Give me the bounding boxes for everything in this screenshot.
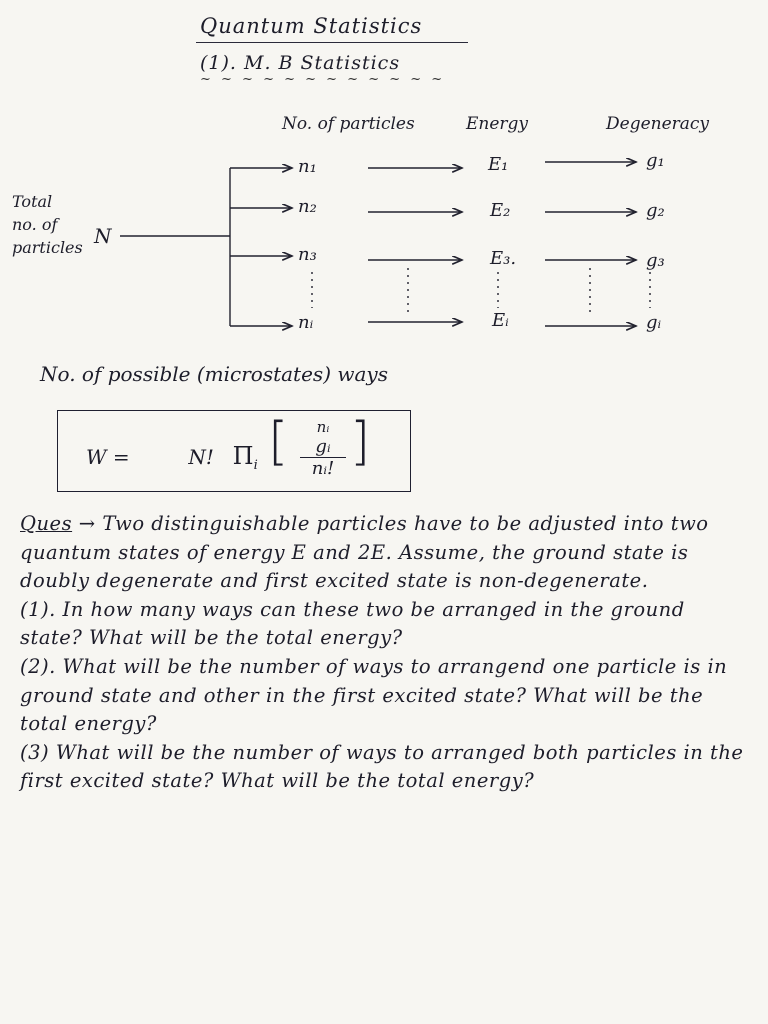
- energy-Ei: Eᵢ: [492, 310, 509, 331]
- total-label-line3: particles: [12, 238, 83, 257]
- formula-lhs: W =: [86, 445, 130, 469]
- energy-E1: E₁: [488, 154, 509, 175]
- question-part-3: (3) What will be the number of ways to arranged both particles in the first excited state? What will be the total energy?: [20, 740, 744, 793]
- header-energy: Energy: [466, 114, 529, 134]
- product-index: i: [253, 458, 258, 473]
- microstates-label: No. of possible (microstates) ways: [40, 362, 388, 386]
- total-label-line2: no. of: [12, 215, 58, 234]
- page-title: Quantum Statistics: [200, 14, 423, 38]
- formula: [86, 442, 258, 473]
- right-bracket: ]: [350, 412, 371, 472]
- formula-factor: N!: [188, 445, 214, 469]
- total-label-line1: Total: [12, 192, 53, 211]
- left-bracket: [: [268, 412, 289, 472]
- section-subtitle: (1). M. B Statistics: [200, 52, 401, 74]
- numerator-exponent: nᵢ: [316, 418, 330, 436]
- question-block: [20, 510, 750, 796]
- question-part-1: (1). In how many ways can these two be arranged in the ground state? What will be the total energy?: [20, 597, 685, 650]
- product-symbol: Π: [232, 442, 254, 470]
- distribution-diagram: [0, 0, 768, 350]
- wavy-underline: ~ ~ ~ ~ ~ ~ ~ ~ ~ ~ ~ ~: [200, 72, 446, 87]
- question-intro-text: → Two distinguishable particles have to be adjusted into two quantum states of energy E and 2E. Assume, the ground state is doubly degenerate and first excited state is non-degenerate.: [20, 512, 709, 593]
- question-label: Ques: [20, 512, 73, 535]
- question-part-2: (2). What will be the number of ways to arrangend one particle is in ground state and other in the first excited state? What will be the total energy?: [20, 654, 728, 736]
- particles-n1: n₁: [298, 156, 317, 177]
- particles-ni: nᵢ: [298, 312, 314, 333]
- fraction: [300, 418, 346, 479]
- numerator: gᵢ: [300, 436, 346, 458]
- question-intro: [20, 510, 750, 596]
- denominator: nᵢ!: [311, 458, 335, 479]
- particles-n3: n₃: [298, 244, 317, 265]
- total-N: N: [94, 224, 112, 248]
- particles-n2: n₂: [298, 196, 317, 217]
- degeneracy-gi: gᵢ: [646, 312, 662, 333]
- degeneracy-g3: g₃: [646, 250, 665, 271]
- degeneracy-g1: g₁: [646, 150, 665, 171]
- energy-E2: E₂: [490, 200, 511, 221]
- header-degeneracy: Degeneracy: [606, 114, 710, 134]
- energy-E3: E₃.: [490, 248, 517, 269]
- header-particles: No. of particles: [282, 114, 415, 134]
- degeneracy-g2: g₂: [646, 200, 665, 221]
